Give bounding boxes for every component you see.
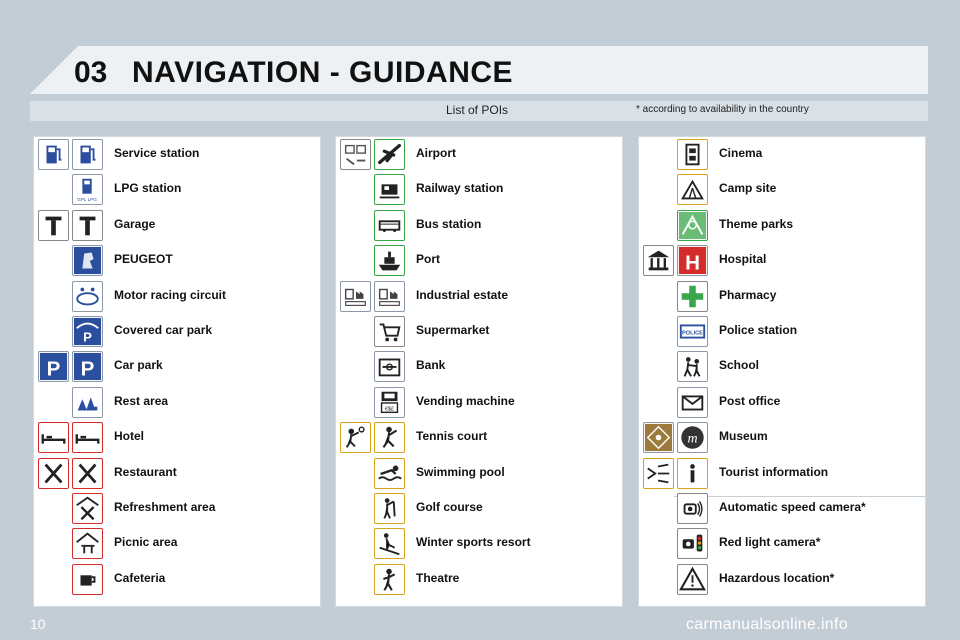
poi-row [34,208,320,243]
section-subtitle: List of POIs [446,103,509,117]
poi-row [639,137,925,172]
lpg-pump-icon [72,174,103,205]
film-icon [677,139,708,170]
poi-row [34,385,320,420]
garage-icon [72,210,103,241]
poi-label: Restaurant [114,464,177,479]
poi-row [336,243,622,278]
poi-row [34,243,320,278]
speed-camera-icon [677,493,708,524]
poi-label: Motor racing circuit [114,287,227,302]
poi-row [639,208,925,243]
poi-row [639,385,925,420]
poi-label: Cinema [719,146,763,160]
tent-icon [677,174,708,205]
poi-row [34,420,320,455]
atm-icon [374,387,405,418]
info-icon [677,458,708,489]
poi-label: Railway station [416,181,504,196]
fork-knife-icon [38,458,69,489]
svg-text:H: H [685,251,700,275]
poi-label: Bus station [416,216,482,231]
poi-label: Rest area [114,393,169,408]
school-children-icon [677,351,708,382]
poi-row [34,562,320,597]
poi-row [336,456,622,491]
svg-text:P: P [80,357,95,381]
poi-row [639,456,925,491]
poi-row [336,137,622,172]
bank-icon [374,351,405,382]
poi-row [639,420,925,455]
poi-label: Vending machine [416,393,515,408]
swimmer-icon [374,458,405,489]
fuel-pump-icon [38,139,69,170]
poi-row [639,279,925,314]
poi-column-2 [335,136,623,607]
poi-row [34,314,320,349]
poi-row [336,562,622,597]
poi-row [34,279,320,314]
chapter-number: 03 [74,56,108,89]
industry-icon [340,281,371,312]
poi-label: Red light camera* [719,535,821,550]
poi-row [34,349,320,384]
poi-row [639,172,925,207]
coffee-cup-icon [72,564,103,595]
poi-row [336,349,622,384]
golfer-icon [374,493,405,524]
tennis-sport-icon [340,422,371,453]
poi-label: Hotel [114,429,144,444]
poi-row [336,279,622,314]
poi-label: Covered car park [114,323,213,337]
bed-icon [38,422,69,453]
police-icon [677,316,708,347]
bus-icon [374,210,405,241]
svg-text:POLICE: POLICE [682,330,703,337]
poi-row [639,491,925,526]
poi-label: Pharmacy [719,287,777,302]
poi-label: Tourist information [719,464,829,479]
bed-icon [72,422,103,453]
poi-row [336,491,622,526]
poi-label: School [719,358,760,373]
racing-circuit-icon [72,281,103,312]
poi-label: Tennis court [416,429,488,444]
poi-label: Bank [416,358,446,373]
page-number: 10 [30,616,46,632]
availability-footnote: * according to availability in the country [636,104,809,115]
poi-row [639,314,925,349]
ship-icon [374,245,405,276]
poi-label: Swimming pool [416,464,505,479]
poi-row [336,385,622,420]
poi-row [34,172,320,207]
poi-label: Car park [114,358,163,373]
fork-knife-icon [72,458,103,489]
poi-label: Service station [114,146,200,160]
garage-icon [38,210,69,241]
poi-row [34,137,320,172]
svg-text:GPL LPG: GPL LPG [77,197,97,203]
shopping-cart-icon [374,316,405,347]
museum-diamond-icon [643,422,674,453]
museum-m-icon [677,422,708,453]
poi-label: LPG station [114,181,182,196]
chapter-title: NAVIGATION - GUIDANCE [132,56,514,89]
poi-label: Airport [416,146,456,160]
svg-text:P: P [46,357,61,381]
museum-building-icon [643,245,674,276]
poi-row [639,526,925,561]
rest-area-icon [72,387,103,418]
svg-text:m: m [687,430,698,447]
theme-park-icon [677,210,708,241]
refreshment-icon [72,493,103,524]
industry-icon [374,281,405,312]
poi-label: Museum [719,429,768,444]
svg-text:P: P [83,329,92,345]
poi-row [639,562,925,597]
poi-label: Port [416,252,440,267]
poi-row [34,456,320,491]
fuel-pump-icon [72,139,103,170]
warning-icon [677,564,708,595]
airport-map-icon [340,139,371,170]
parking-icon [38,351,69,382]
poi-label: Hazardous location* [719,570,835,585]
poi-row [34,491,320,526]
poi-label: Refreshment area [114,500,216,514]
poi-column-1 [33,136,321,607]
poi-row [639,243,925,278]
poi-label: Winter sports resort [416,535,531,550]
tennis-player-icon [374,422,405,453]
pharmacy-cross-icon [677,281,708,312]
poi-label: Post office [719,393,781,408]
poi-row [34,526,320,561]
poi-label: Hospital [719,252,767,267]
poi-label: Golf course [416,500,483,514]
poi-row [336,314,622,349]
poi-row [336,208,622,243]
poi-column-3 [638,136,926,607]
watermark: carmanualsonline.info [686,616,848,633]
parking-icon [72,351,103,382]
poi-row [336,172,622,207]
covered-parking-icon [72,316,103,347]
peugeot-lion-icon [72,245,103,276]
poi-label: Industrial estate [416,287,509,302]
airplane-icon [374,139,405,170]
poi-label: PEUGEOT [114,252,173,267]
envelope-icon [677,387,708,418]
poi-label: Picnic area [114,535,178,550]
svg-text:€$£: €$£ [384,406,395,413]
poi-row [639,349,925,384]
poi-label: Garage [114,216,156,231]
train-icon [374,174,405,205]
poi-row [336,420,622,455]
poi-label: Police station [719,323,798,337]
poi-label: Theatre [416,570,460,585]
hospital-icon [677,245,708,276]
poi-label: Supermarket [416,323,490,337]
theatre-icon [374,564,405,595]
skier-icon [374,528,405,559]
tourist-info-icon [643,458,674,489]
picnic-icon [72,528,103,559]
poi-row [336,526,622,561]
poi-label: Theme parks [719,216,794,231]
poi-label: Camp site [719,181,777,196]
red-light-camera-icon [677,528,708,559]
poi-label: Automatic speed camera* [719,500,866,514]
poi-label: Cafeteria [114,570,166,585]
